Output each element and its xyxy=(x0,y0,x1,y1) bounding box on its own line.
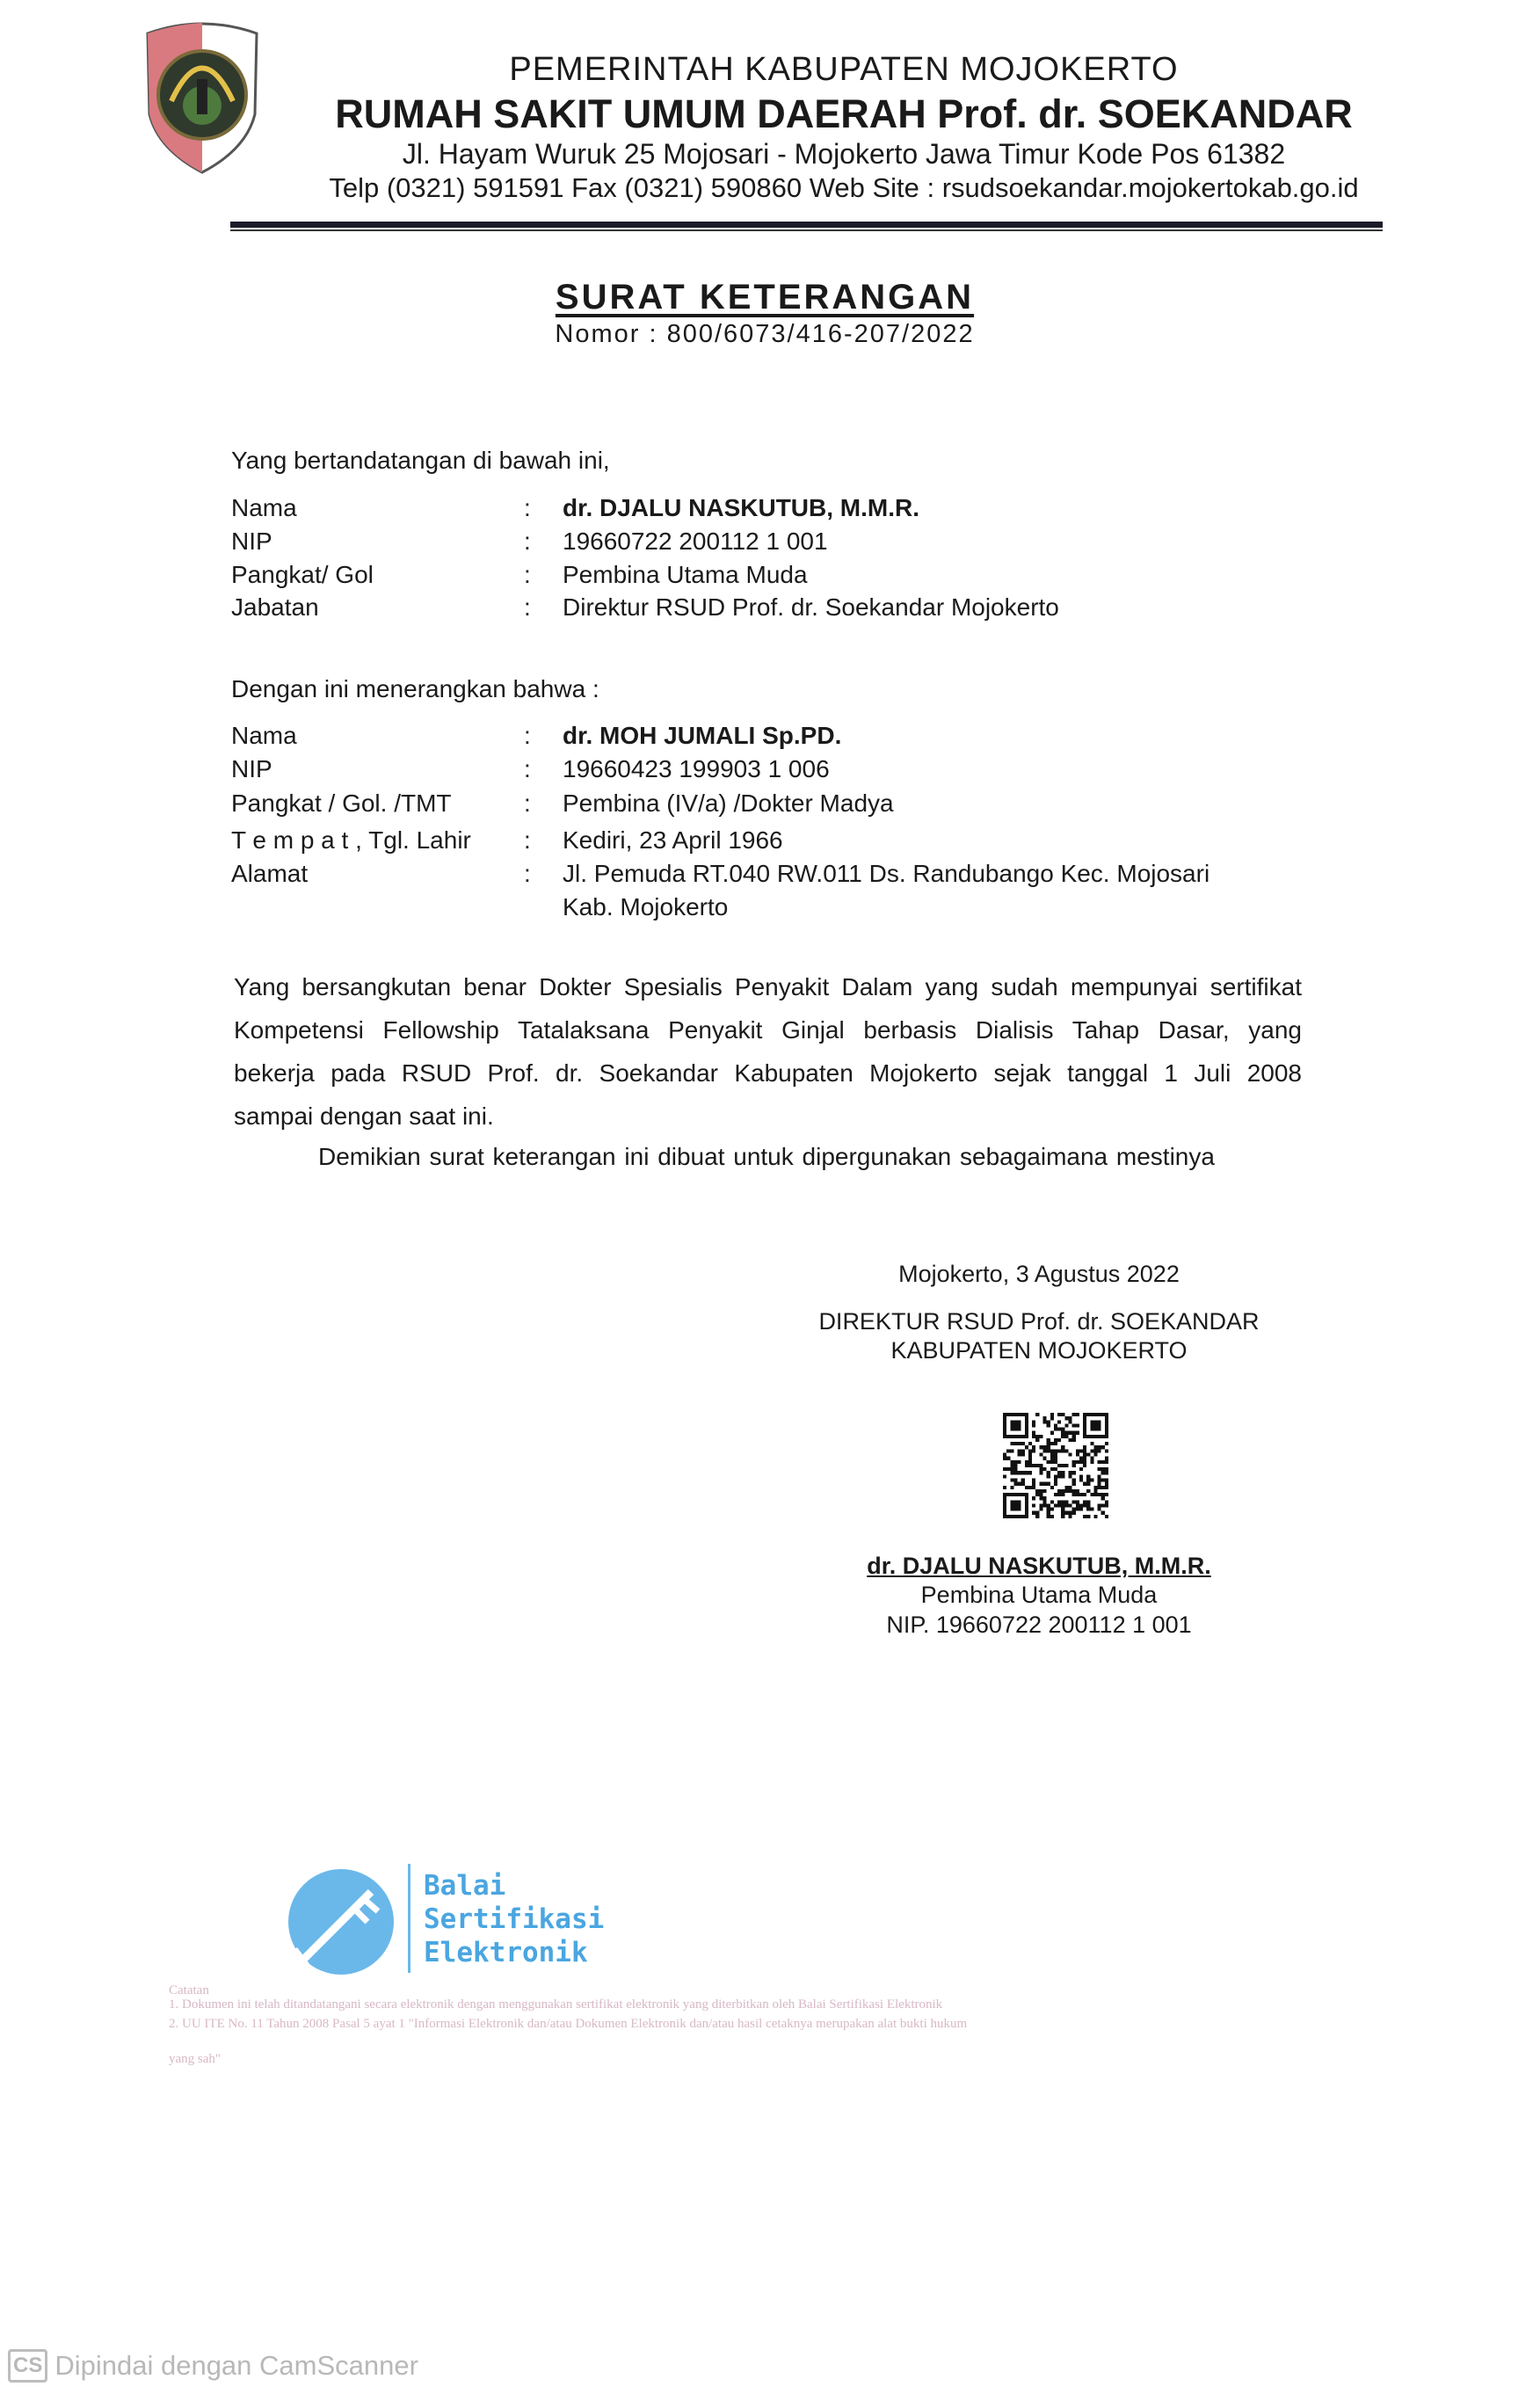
field-value: dr. DJALU NASKUTUB, M.M.R. xyxy=(563,494,919,521)
body-line: Kompetensi Fellowship Tatalaksana Penyakit Ginjal berbasis Dialisis Tahap Dasar, yang xyxy=(234,1016,1302,1044)
regency-emblem-logo xyxy=(141,18,264,174)
field-colon: : xyxy=(524,826,531,854)
field-value: 19660423 199903 1 006 xyxy=(563,755,830,782)
closing-sentence: Demikian surat keterangan ini dibuat untuk dipergunakan sebagaimana mestinya xyxy=(318,1143,1215,1170)
field-colon: : xyxy=(524,527,531,555)
field-colon: : xyxy=(524,593,531,621)
signer-nip: NIP. 19660722 200112 1 001 xyxy=(886,1612,1192,1638)
field-value: Kediri, 23 April 1966 xyxy=(563,826,783,854)
signer-position: DIREKTUR RSUD Prof. dr. SOEKANDAR xyxy=(818,1308,1260,1335)
note-2: 2. UU ITE No. 11 Tahun 2008 Pasal 5 ayat 1 "Informasi Elektronik dan/atau Dokumen Elektronik dan/atau hasil cetaknya merupakan alat bukti hukum xyxy=(169,2017,968,2031)
signer-name: dr. DJALU NASKUTUB, M.M.R. xyxy=(867,1553,1211,1579)
field-colon: : xyxy=(524,860,531,887)
bsre-text: Elektronik xyxy=(424,1937,588,1968)
field-value: Pembina (IV/a) /Dokter Madya xyxy=(563,789,894,817)
field-colon: : xyxy=(524,755,531,782)
field-label: Alamat xyxy=(231,860,309,887)
field-value: Direktur RSUD Prof. dr. Soekandar Mojokerto xyxy=(563,593,1059,621)
field-value-cont: Kab. Mojokerto xyxy=(563,893,729,920)
field-label: Pangkat/ Gol xyxy=(231,561,374,588)
letterhead-address: Jl. Hayam Wuruk 25 Mojosari - Mojokerto Jawa Timur Kode Pos 61382 xyxy=(402,138,1286,170)
document-number: Nomor : 800/6073/416-207/2022 xyxy=(555,320,975,348)
letterhead-divider-thin xyxy=(230,229,1383,231)
signer-rank: Pembina Utama Muda xyxy=(920,1582,1158,1608)
letterhead-government: PEMERINTAH KABUPATEN MOJOKERTO xyxy=(509,51,1179,88)
camscanner-badge-icon: CS xyxy=(8,2349,47,2383)
body-paragraph xyxy=(234,965,1302,1138)
notes-heading: Catatan xyxy=(169,1983,209,1997)
bsre-divider xyxy=(408,1864,410,1973)
field-value: 19660722 200112 1 001 xyxy=(563,527,828,555)
body-line: bekerja pada RSUD Prof. dr. Soekandar Kabupaten Mojokerto sejak tanggal 1 Juli 2008 xyxy=(234,1059,1302,1087)
note-1: 1. Dokumen ini telah ditandatangani secara elektronik dengan menggunakan sertifikat elektronik yang diterbitkan oleh Balai Sertifikasi Elektronik xyxy=(169,1997,943,2012)
field-colon: : xyxy=(524,722,531,749)
place-date: Mojokerto, 3 Agustus 2022 xyxy=(898,1261,1180,1287)
signer-office: KABUPATEN MOJOKERTO xyxy=(890,1337,1188,1364)
letterhead-hospital-name: RUMAH SAKIT UMUM DAERAH Prof. dr. SOEKANDAR xyxy=(335,91,1353,136)
field-colon: : xyxy=(524,789,531,817)
field-value: dr. MOH JUMALI Sp.PD. xyxy=(563,722,842,749)
qr-code-signature xyxy=(1003,1413,1108,1518)
bsre-text: Sertifikasi xyxy=(424,1903,605,1935)
bsre-key-icon xyxy=(283,1866,396,1978)
bsre-logo xyxy=(283,1862,605,1978)
field-value: Jl. Pemuda RT.040 RW.011 Ds. Randubango Kec. Mojosari xyxy=(563,860,1210,887)
field-label: NIP xyxy=(231,527,272,555)
field-colon: : xyxy=(524,561,531,588)
letterhead-contact: Telp (0321) 591591 Fax (0321) 590860 Web Site : rsudsoekandar.mojokertokab.go.id xyxy=(329,172,1359,203)
field-colon: : xyxy=(524,494,531,521)
field-label: NIP xyxy=(231,755,272,782)
field-label: Pangkat / Gol. /TMT xyxy=(231,789,452,817)
field-label: T e m p a t , Tgl. Lahir xyxy=(231,826,471,854)
field-label: Nama xyxy=(231,494,297,521)
subject-intro: Dengan ini menerangkan bahwa : xyxy=(231,675,599,702)
body-line: sampai dengan saat ini. xyxy=(234,1102,494,1130)
field-value: Pembina Utama Muda xyxy=(563,561,808,588)
document-title: SURAT KETERANGAN xyxy=(555,278,975,316)
field-label: Jabatan xyxy=(231,593,319,621)
bsre-text: Balai xyxy=(424,1870,506,1902)
body-line: Yang bersangkutan benar Dokter Spesialis Penyakit Dalam yang sudah mempunyai sertifikat xyxy=(234,973,1302,1000)
camscanner-text: Dipindai dengan CamScanner xyxy=(54,2350,418,2381)
signer-intro: Yang bertandatangan di bawah ini, xyxy=(231,447,610,474)
camscanner-watermark xyxy=(8,2349,418,2383)
field-label: Nama xyxy=(231,722,297,749)
letterhead-divider xyxy=(230,222,1383,228)
note-2-cont: yang sah" xyxy=(169,2052,222,2066)
